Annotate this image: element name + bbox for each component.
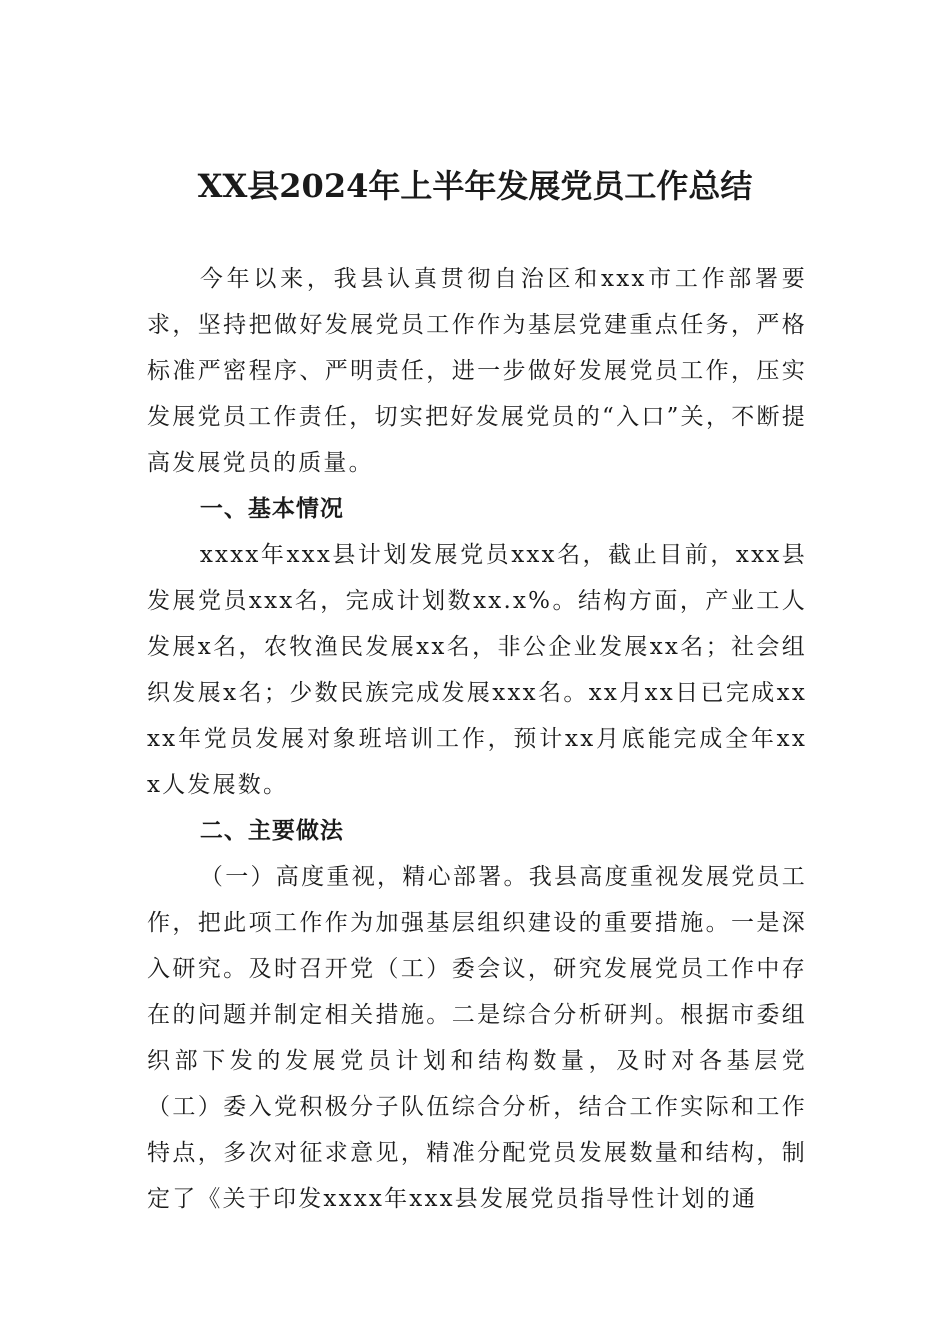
document-body xyxy=(147,256,807,1222)
document-title: XX县2024年上半年发展党员工作总结 xyxy=(197,167,753,205)
basic-situation-paragraph: xxxx年xxx县计划发展党员xxx名，截止目前，xxx县发展党员xxx名，完成计划数xx.x%。结构方面，产业工人发展x名，农牧渔民发展xx名，非公企业发展xx名；社会组织发展x名；少数民族完成发展xxx名。xx月xx日已完成xxxx年党员发展对象班培训工作，预计xx月底能完成全年xxx人发展数。 xyxy=(147,542,807,798)
main-practices-paragraph: （一）高度重视，精心部署。我县高度重视发展党员工作，把此项工作作为加强基层组织建设的重要措施。一是深入研究。及时召开党（工）委会议，研究发展党员工作中存在的问题并制定相关措施。二是综合分析研判。根据市委组织部下发的发展党员计划和结构数量，及时对各基层党（工）委入党积极分子队伍综合分析，结合工作实际和工作特点，多次对征求意见，精准分配党员发展数量和结构，制定了《关于印发xxxx年xxx县发展党员指导性计划的通 xyxy=(147,864,807,1212)
section-heading-main-practices: 二、主要做法 xyxy=(199,818,344,844)
intro-paragraph: 今年以来，我县认真贯彻自治区和xxx市工作部署要求，坚持把做好发展党员工作作为基层党建重点任务，严格标准严密程序、严明责任，进一步做好发展党员工作，压实发展党员工作责任，切实把好发展党员的“入口”关，不断提高发展党员的质量。 xyxy=(147,266,807,476)
section-heading-basic-situation: 一、基本情况 xyxy=(199,496,344,522)
